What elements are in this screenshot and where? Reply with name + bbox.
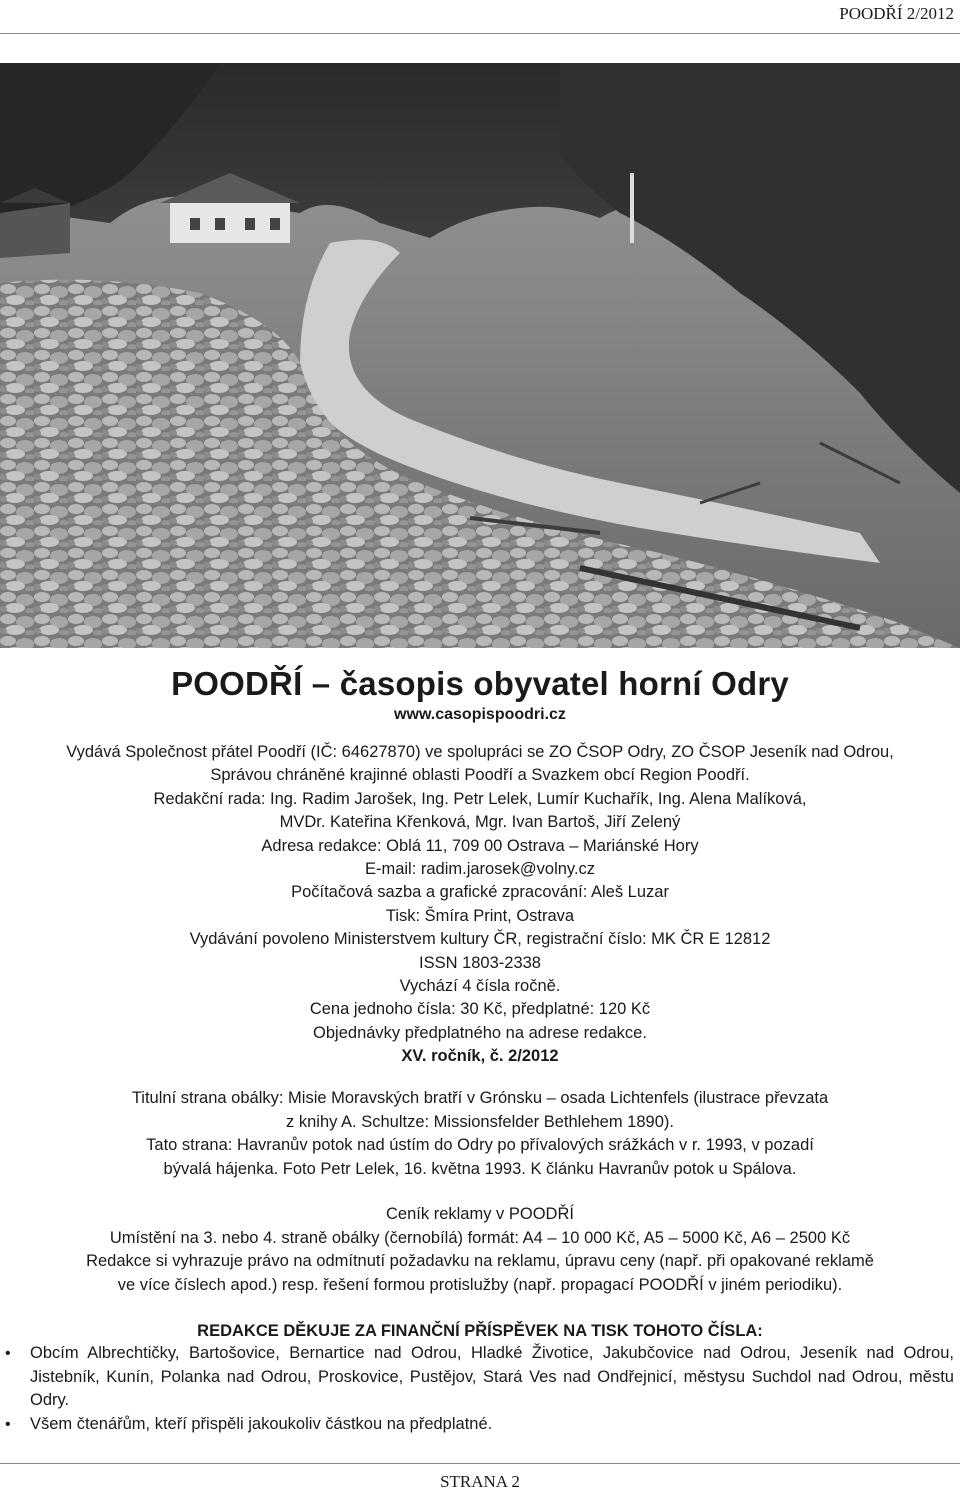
running-header: POODŘÍ 2/2012 bbox=[839, 4, 954, 23]
cover-note-line: Titulní strana obálky: Misie Moravských bratří v Grónsku – osada Lichtenfels (ilustrace převzata bbox=[131, 1089, 829, 1107]
ad-pricing bbox=[0, 1203, 960, 1297]
cover-note-line: Tato strana: Havranův potok nad ústím do Odry po přívalových srážkách v r. 1993, v pozadí bbox=[146, 1136, 814, 1154]
ad-pricing-line: Umístění na 3. nebo 4. straně obálky (černobílá) formát: A4 – 10 000 Kč, A5 – 5000 Kč, A6 – 2500 Kč bbox=[109, 1228, 851, 1247]
thanks-item-text: Obcím Albrechtičky, Bartošovice, Bernartice nad Odrou, Hladké Životice, Jakubčovice nad Odrou, Jeseník nad Odrou, Jistebník, Kunín, Polanka nad Odrou, Proskovice, Pustějov, Stará Ves nad Ondřejnicí, městysu Suchdol nad Odrou, městu Odry. bbox=[30, 1344, 954, 1409]
imprint-line: ISSN 1803-2338 bbox=[418, 953, 541, 972]
masthead-title: POODŘÍ – časopis obyvatel horní Odry bbox=[171, 665, 789, 702]
list-item bbox=[0, 1413, 960, 1437]
imprint-email[interactable]: E-mail: radim.jarosek@volny.cz bbox=[364, 860, 596, 879]
imprint-line: Počítačová sazba a grafické zpracování: Aleš Luzar bbox=[291, 883, 669, 902]
imprint-line: Redakční rada: Ing. Radim Jarošek, Ing. Petr Lelek, Lumír Kuchařík, Ing. Alena Malíková, bbox=[153, 789, 807, 808]
imprint-line: Vydává Společnost přátel Poodří (IČ: 64627870) ve spolupráci se ZO ČSOP Odry, ZO ČSOP Jeseník nad Odrou, bbox=[66, 743, 894, 761]
list-item bbox=[0, 1342, 960, 1413]
cover-note-line: z knihy A. Schultze: Missionsfelder Bethlehem 1890). bbox=[286, 1112, 674, 1131]
thanks-item-text: Všem čtenářům, kteří přispěli jakoukoliv částkou na předplatné. bbox=[30, 1414, 493, 1433]
thanks-heading: REDAKCE DĚKUJE ZA FINANČNÍ PŘÍSPĚVEK NA TISK TOHOTO ČÍSLA: bbox=[197, 1322, 763, 1340]
masthead-url[interactable]: www.casopispoodri.cz bbox=[394, 706, 566, 723]
ad-pricing-line: ve více číslech apod.) resp. řešení formou protislužby (např. propagací POODŘÍ v jiném periodiku). bbox=[117, 1275, 843, 1294]
imprint-line: Vydávání povoleno Ministerstvem kultury ČR, registrační číslo: MK ČR E 12812 bbox=[189, 930, 771, 949]
imprint-line: Správou chráněné krajinné oblasti Poodří a Svazkem obcí Region Poodří. bbox=[210, 766, 750, 785]
footer-rule bbox=[0, 1463, 960, 1464]
imprint-line: Objednávky předplatného na adrese redakce. bbox=[313, 1023, 647, 1042]
bullet-icon: • bbox=[5, 1415, 11, 1433]
imprint-line: Adresa redakce: Oblá 11, 709 00 Ostrava – Mariánské Hory bbox=[261, 836, 699, 855]
cover-note-line: bývalá hájenka. Foto Petr Lelek, 16. května 1993. K článku Havranův potok u Spálova. bbox=[163, 1159, 797, 1178]
imprint-line: MVDr. Kateřina Křenková, Mgr. Ivan Bartoš, Jiří Zelený bbox=[279, 813, 681, 832]
imprint bbox=[0, 741, 960, 1069]
cover-notes bbox=[0, 1087, 960, 1181]
thanks-list bbox=[0, 1342, 960, 1436]
imprint-line: Tisk: Šmíra Print, Ostrava bbox=[385, 906, 575, 925]
page-number: STRANA 2 bbox=[440, 1472, 520, 1491]
header-rule bbox=[0, 33, 960, 34]
imprint-line: Cena jednoho čísla: 30 Kč, předplatné: 120 Kč bbox=[309, 1000, 651, 1019]
cover-photo bbox=[0, 63, 960, 648]
imprint-line: Vychází 4 čísla ročně. bbox=[399, 977, 561, 996]
ad-pricing-title: Ceník reklamy v POODŘÍ bbox=[386, 1205, 574, 1223]
ad-pricing-line: Redakce si vyhrazuje právo na odmítnutí požadavku na reklamu, úpravu ceny (např. při opakované reklamě bbox=[86, 1252, 874, 1270]
volume-issue: XV. ročník, č. 2/2012 bbox=[401, 1047, 559, 1066]
bullet-icon: • bbox=[5, 1345, 11, 1362]
